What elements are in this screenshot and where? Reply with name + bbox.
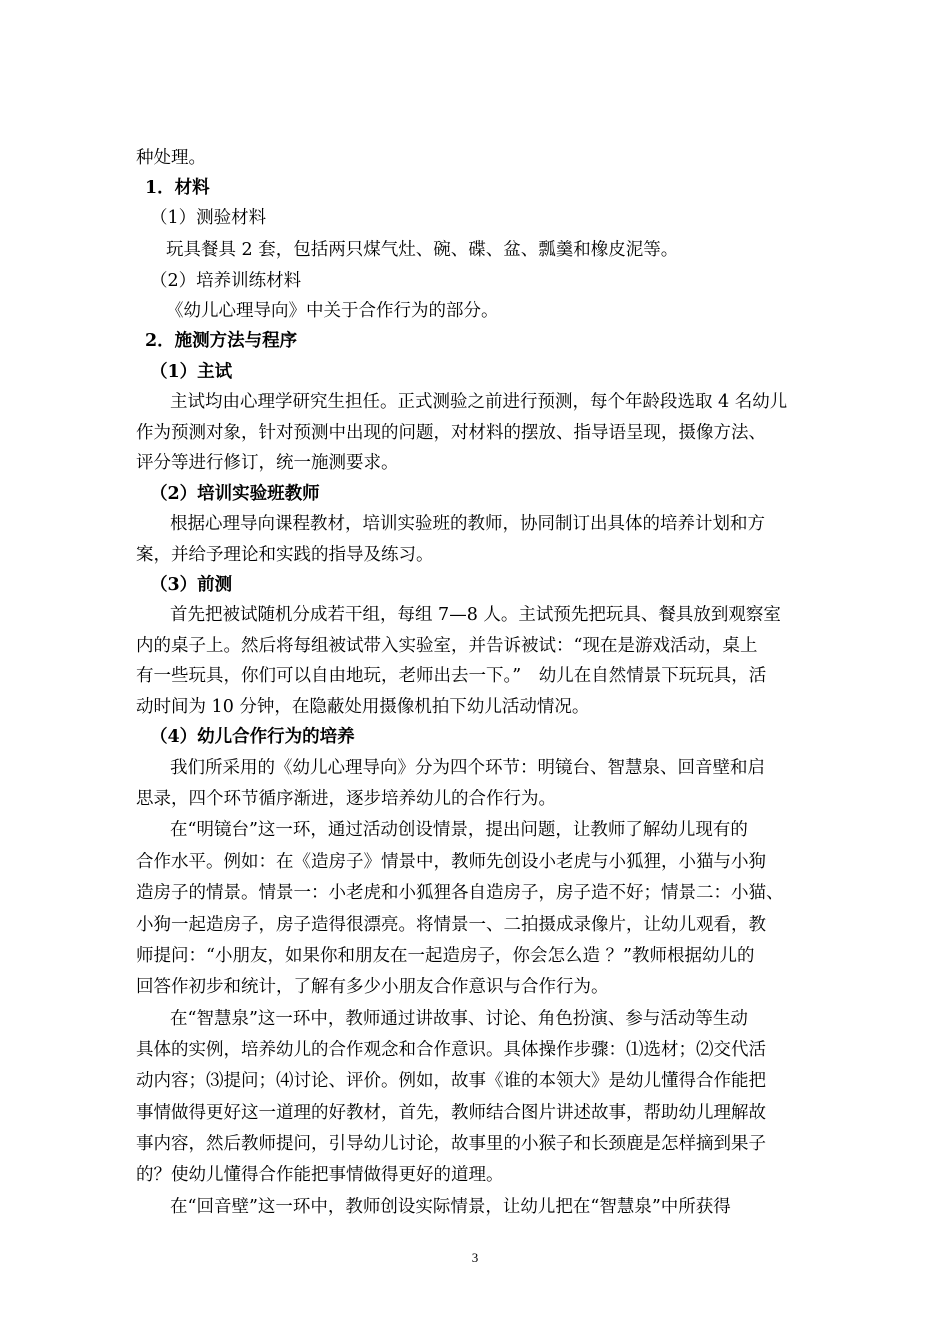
text-line: 我们所采用的《幼儿心理导向》分为四个环节：明镜台、智慧泉、回音壁和启 xyxy=(170,758,765,778)
text-line: 在“智慧泉”这一环中，教师通过讲故事、讨论、角色扮演、参与活动等生动 xyxy=(170,1009,748,1029)
text-line: 事情做得更好这一道理的好教材，首先，教师结合图片讲述故事，帮助幼儿理解故 xyxy=(136,1103,766,1123)
section-heading: 1．材料 xyxy=(145,178,210,198)
section-heading: 2．施测方法与程序 xyxy=(145,331,298,351)
text-line: 具体的实例，培养幼儿的合作观念和合作意识。具体操作步骤：⑴选材；⑵交代活 xyxy=(136,1040,766,1060)
text-line: 有一些玩具，你们可以自由地玩，老师出去一下。” 幼儿在自然情景下玩玩具，活 xyxy=(136,666,767,686)
text-line: 玩具餐具 2 套，包括两只煤气灶、碗、碟、盆、瓢羹和橡皮泥等。 xyxy=(166,240,679,260)
text-line: 根据心理导向课程教材，培训实验班的教师，协同制订出具体的培养计划和方 xyxy=(170,514,765,534)
text-line: 动时间为 10 分钟，在隐蔽处用摄像机拍下幼儿活动情况。 xyxy=(136,697,590,717)
text-line: 《幼儿心理导向》中关于合作行为的部分。 xyxy=(166,301,499,321)
text-line: 造房子的情景。情景一：小老虎和小狐狸各自造房子，房子造不好；情景二：小猫、 xyxy=(136,883,784,903)
text-line: 在“回音壁”这一环中，教师创设实际情景，让幼儿把在“智慧泉”中所获得 xyxy=(170,1197,731,1217)
subsection-heading: （2）培养训练材料 xyxy=(150,271,302,291)
text-line: 作为预测对象，针对预测中出现的问题，对材料的摆放、指导语呈现，摄像方法、 xyxy=(136,423,766,443)
text-line: 在“明镜台”这一环，通过活动创设情景，提出问题，让教师了解幼儿现有的 xyxy=(170,820,748,840)
page-number: 3 xyxy=(471,1250,479,1265)
text-line: 小狗一起造房子，房子造得很漂亮。将情景一、二拍摄成录像片，让幼儿观看，教 xyxy=(136,915,766,935)
text-line: 案，并给予理论和实践的指导及练习。 xyxy=(136,545,434,565)
subsection-heading: （2）培训实验班教师 xyxy=(150,484,320,504)
subsection-heading: （3）前测 xyxy=(150,575,233,595)
text-line: 种处理。 xyxy=(136,148,206,168)
text-line: 评分等进行修订，统一施测要求。 xyxy=(136,453,399,473)
text-line: 回答作初步和统计，了解有多少小朋友合作意识与合作行为。 xyxy=(136,977,609,997)
text-line: 事内容，然后教师提问，引导幼儿讨论，故事里的小猴子和长颈鹿是怎样摘到果子 xyxy=(136,1134,766,1154)
text-line: 师提问：“小朋友，如果你和朋友在一起造房子，你会怎么造 ？”教师根据幼儿的 xyxy=(136,946,755,966)
text-line: 思录，四个环节循序渐进，逐步培养幼儿的合作行为。 xyxy=(136,789,556,809)
subsection-heading: （1）主试 xyxy=(150,362,233,382)
text-line: 主试均由心理学研究生担任。正式测验之前进行预测，每个年龄段选取 4 名幼儿 xyxy=(170,392,788,412)
text-line: 合作水平。例如：在《造房子》情景中，教师先创设小老虎与小狐狸，小猫与小狗 xyxy=(136,852,766,872)
subsection-heading: （4）幼儿合作行为的培养 xyxy=(150,727,355,747)
text-line: 动内容；⑶提问；⑷讨论、评价。例如，故事《谁的本领大》是幼儿懂得合作能把 xyxy=(136,1071,766,1091)
text-line: 内的桌子上。然后将每组被试带入实验室，并告诉被试：“现在是游戏活动，桌上 xyxy=(136,636,758,656)
text-line: 首先把被试随机分成若干组，每组 7—8 人。主试预先把玩具、餐具放到观察室 xyxy=(170,605,781,625)
subsection-heading: （1）测验材料 xyxy=(150,208,267,228)
text-line: 的？使幼儿懂得合作能把事情做得更好的道理。 xyxy=(136,1165,504,1185)
